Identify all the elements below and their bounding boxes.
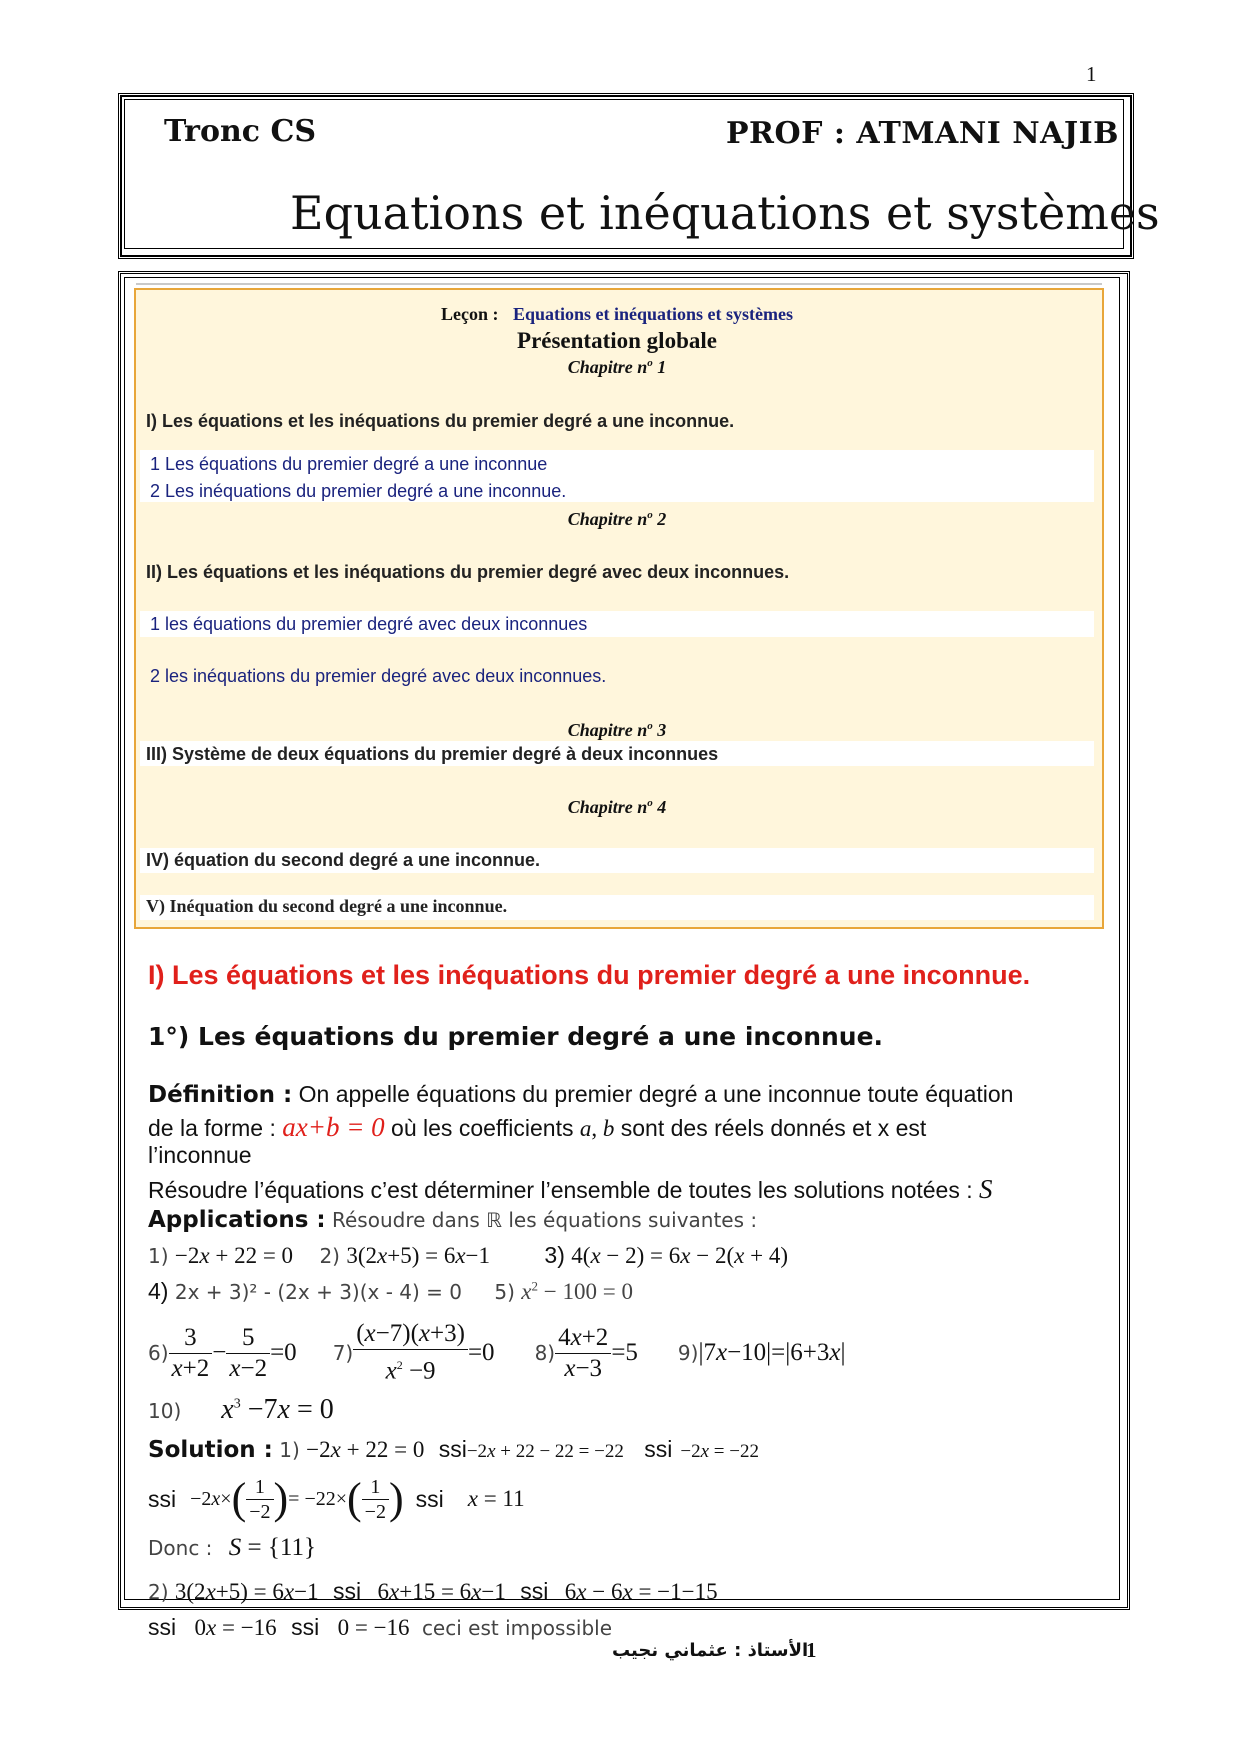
class-label: Tronc CS [164,114,317,149]
solution-label: Solution : [148,1437,273,1463]
lecon-line [134,304,1100,325]
equations-row-2: 4) 2x + 3)² - (2x + 3)(x - 4) = 0 5) $x^2 - 100 = 0$ [148,1278,633,1304]
page-number-top: 1 [1086,62,1097,86]
presentation-title: Présentation globale [517,328,717,353]
section-title: I) Les équations et les inéquations du premier degré a une inconnue. [148,960,1031,990]
page-number-bottom: 1 [806,1638,817,1662]
presentation-box [134,288,1104,929]
applications-line [148,1206,757,1233]
section-v: V) Inéquation du second degré a une inconnue. [146,896,508,916]
definition-label: Définition : [148,1082,293,1108]
definition-line-1: Définition : On appelle équations du premier degré a une inconnue toute équation [148,1081,1014,1108]
definition-line-3: l’inconnue [148,1142,252,1168]
definition-line-2: de la forme : ax+b = 0 où les coefficients a, b sont des réels donnés et x est [148,1112,927,1142]
chapter-heading: Chapitre $n^o$ 2 [567,509,667,529]
chapter-heading: Chapitre $n^o$ 1 [567,357,667,377]
chapter-item: 2 les inéquations du premier degré avec deux inconnues. [150,666,607,686]
chapter-heading: Chapitre $n^o$ 4 [567,797,667,817]
chapter-section: IV) équation du second degré a une inconnue. [146,850,541,870]
document-title: Equations et inéquations et systèmes [290,186,1160,240]
equations-row-4: 10) $x^3 -7x = 0$ [148,1394,334,1425]
footer-author: الأستاذ : عثماني نجيب [612,1640,809,1661]
prof-label: PROF : ATMANI NAJIB [726,116,1120,151]
chapter-section: I) Les équations et les inéquations du premier degré a une inconnue. [146,411,735,431]
lecon-key: Leçon : [440,304,499,324]
definition-equation: ax+b = 0 [282,1112,385,1142]
chapter-item: 1 Les équations du premier degré a une inconnue [150,454,548,474]
applications-label: Applications : [148,1207,326,1233]
equations-row-1: 1) −2x + 22 = 0 2) 3(2x+5) = 6x−1 3) 4(x − 2) = 6x − 2(x + 4) [148,1242,788,1268]
equations-row-3: 6) $\frac{3}{x+2}$ − $\frac{5}{x-2}$ =0 7) $\frac{(x-7)(x+3)}{x^2 -9}$ =0 8) $\frac{4x+2}{x-3}$ =5 9) |7x−10|=|6+3x| [148,1320,846,1385]
chapter-section: III) Système de deux équations du premier degré à deux inconnues [146,744,719,764]
resolve-line: Résoudre l’équations c’est déterminer l’ensemble de toutes les solutions notées : S [148,1174,993,1204]
divider [136,283,1102,285]
subsection-title: 1°) Les équations du premier degré a une inconnue. [148,1022,884,1051]
applications-text: Résoudre dans ℝ les équations suivantes : [332,1208,758,1232]
solution-line-1: Solution : 1) −2x + 22 = 0 ssi−2x + 22 − 22 = −22 ssi −2x = −22 [148,1436,759,1463]
solution-line-4: ssi 0x = −16 ssi 0 = −16 ceci est impossible [148,1614,612,1640]
chapter-item: 1 les équations du premier degré avec deux inconnues [150,614,588,634]
solution-line-3: 2) 3(2x+5) = 6x−1 ssi 6x+15 = 6x−1 ssi 6x − 6x = −1−15 [148,1578,718,1604]
chapter-item: 2 Les inéquations du premier degré a une inconnue. [150,481,567,501]
lecon-value: Equations et inéquations et systèmes [512,304,794,324]
solution-line-2: ssi −2x× ( $\frac{1}{-2}$ ) = −22× ( $\frac{1}{-2}$ ) ssi x = 11 [148,1474,525,1523]
donc-line: Donc : S = {11} [148,1534,316,1561]
chapter-heading: Chapitre $n^o$ 3 [567,720,667,740]
chapter-section: II) Les équations et les inéquations du premier degré avec deux inconnues. [146,562,790,582]
